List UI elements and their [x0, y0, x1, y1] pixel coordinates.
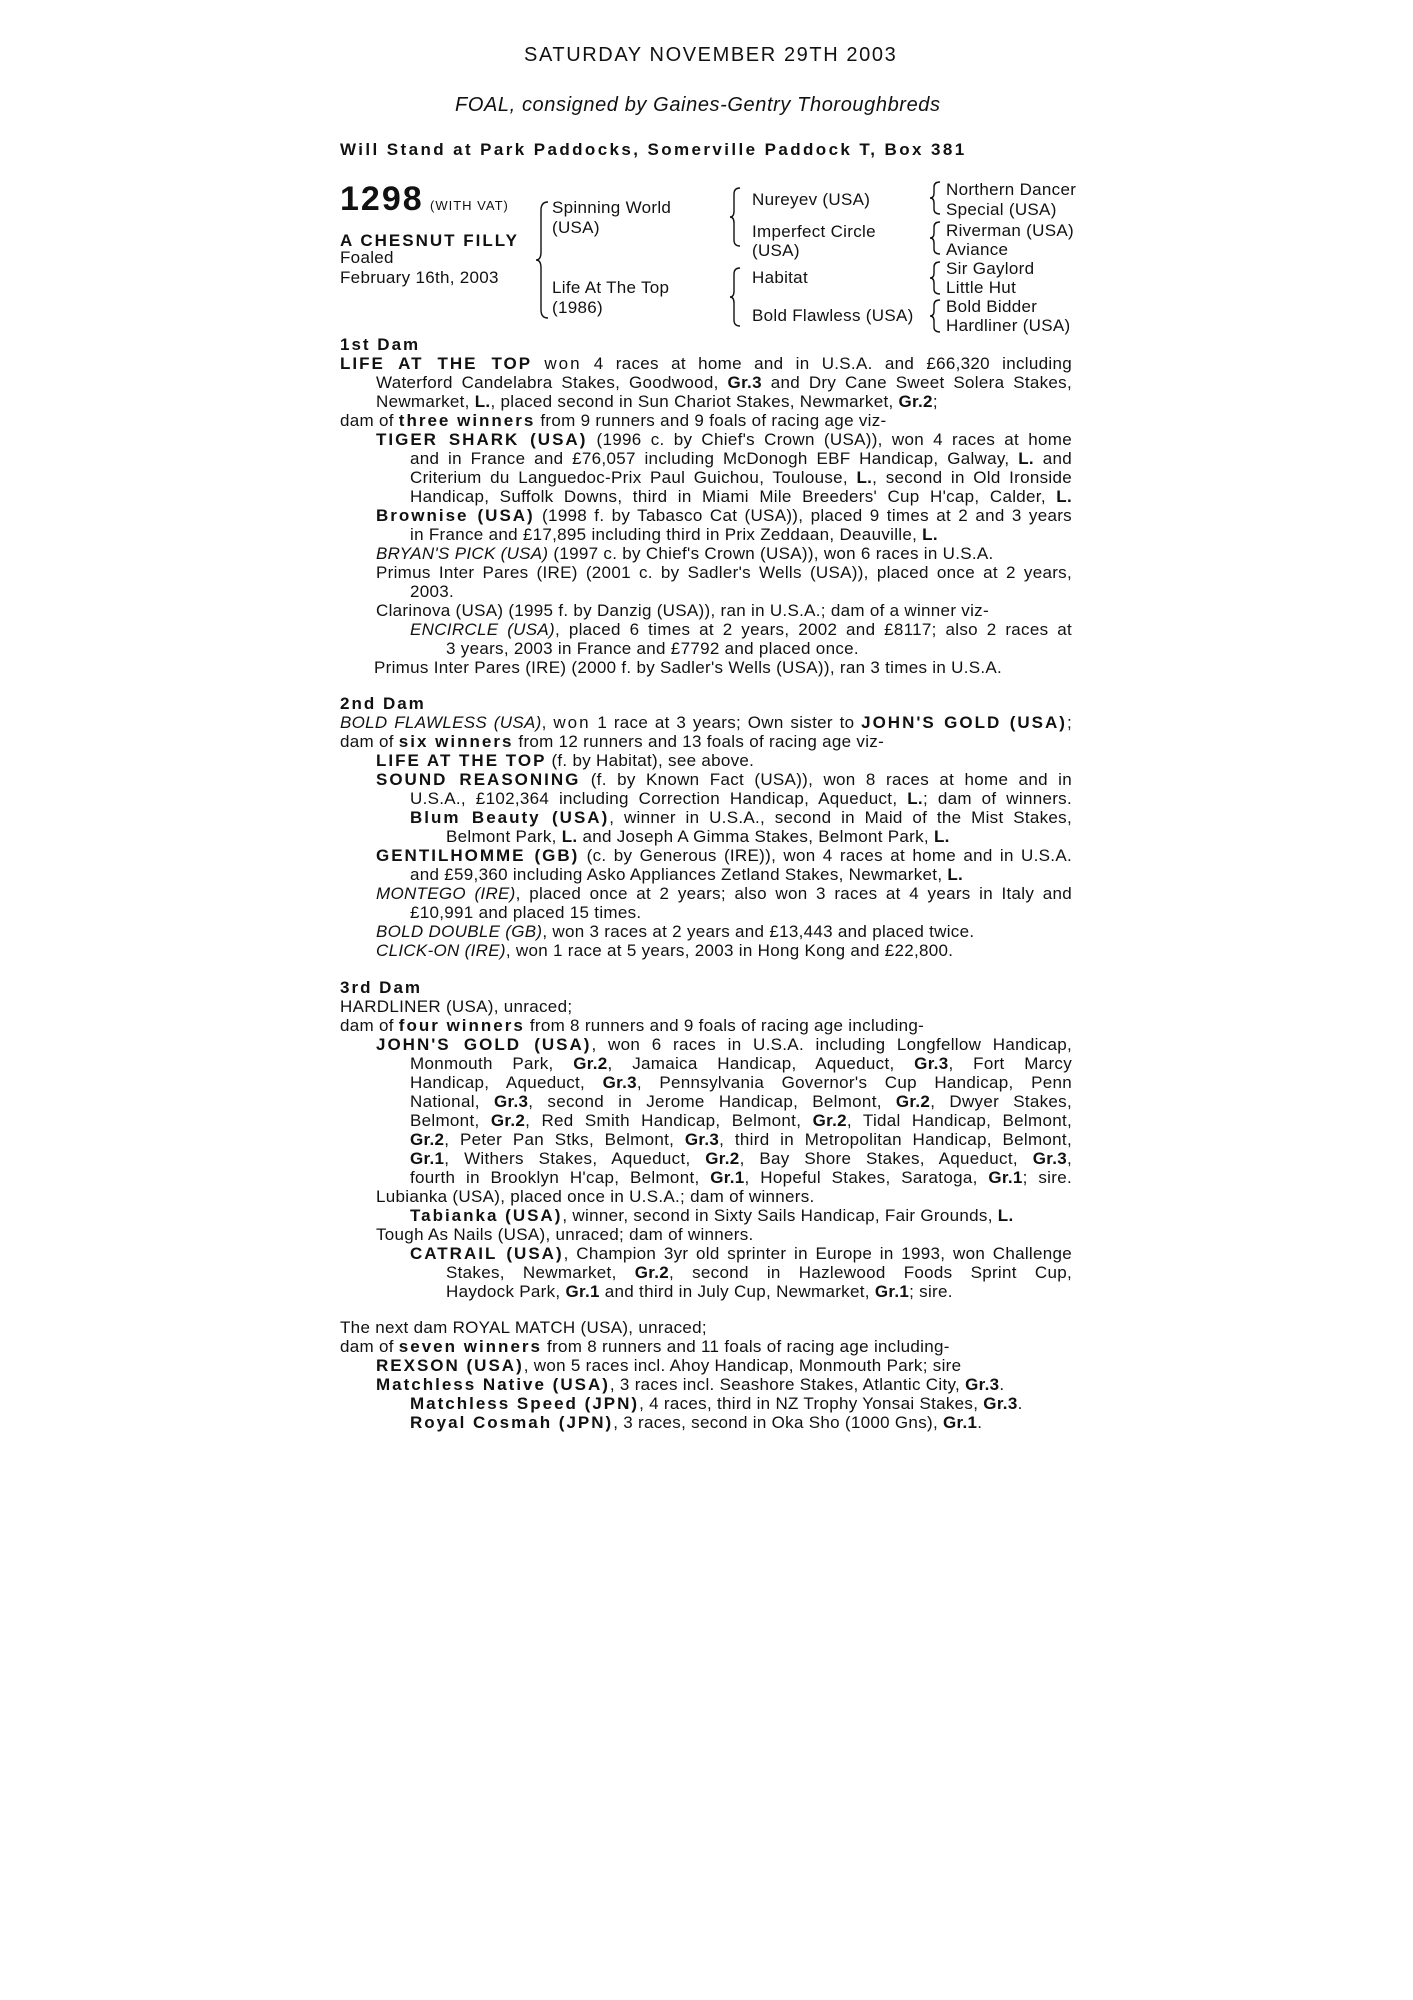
- pedigree-dam-year: (1986): [552, 298, 603, 317]
- pedigree-brace-main: [534, 200, 552, 320]
- pedigree-brace-sd: [928, 220, 942, 256]
- pedigree-dam: Life At The Top: [552, 278, 670, 297]
- produce-tough-as-nails: Tough As Nails (USA), unraced; dam of winners.: [376, 1225, 754, 1244]
- produce-rexson: REXSON (USA), won 5 races incl. Ahoy Handicap, Monmouth Park; sire: [376, 1356, 962, 1375]
- third-dam-produce-summary: dam of four winners from 8 runners and 9 foals of racing age including-: [340, 1016, 925, 1035]
- produce-royal-cosmah: Royal Cosmah (JPN), 3 races, second in Oka Sho (1000 Gns), Gr.1.: [410, 1413, 983, 1432]
- produce-clarinova: Clarinova (USA) (1995 f. by Danzig (USA)), ran in U.S.A.; dam of a winner viz-: [376, 601, 989, 620]
- second-dam-heading: 2nd Dam: [340, 694, 426, 713]
- pedigree-ssd: Special (USA): [946, 200, 1057, 219]
- produce-tiger-shark-l2: and in France and £76,057 including McDonogh EBF Handicap, Galway, L. and: [410, 449, 1072, 468]
- produce-encircle-l2: 3 years, 2003 in France and £7792 and placed once.: [446, 639, 859, 658]
- produce-primus-2001-l2: 2003.: [410, 582, 455, 601]
- produce-johns-gold: JOHN'S GOLD (USA), won 6 races in U.S.A. including Longfellow Handicap,: [376, 1035, 1072, 1054]
- produce-tiger-shark-l3: Criterium du Languedoc-Prix Paul Guichou, Toulouse, L., second in Old Ironside: [410, 468, 1072, 487]
- pedigree-dam-sire: Habitat: [752, 268, 808, 287]
- pedigree-ddd: Hardliner (USA): [946, 316, 1071, 335]
- pedigree-brace-dam: [728, 266, 742, 328]
- second-dam-produce-summary: dam of six winners from 12 runners and 13 foals of racing age viz-: [340, 732, 885, 751]
- foaled-label: Foaled: [340, 248, 394, 267]
- first-dam-produce-summary: dam of three winners from 9 runners and 9 foals of racing age viz-: [340, 411, 887, 430]
- pedigree-sire-dam-country: (USA): [752, 241, 800, 260]
- produce-bold-double: BOLD DOUBLE (GB), won 3 races at 2 years and £13,443 and placed twice.: [376, 922, 975, 941]
- produce-gentilhomme: GENTILHOMME (GB) (c. by Generous (IRE)), won 4 races at home and in U.S.A.: [376, 846, 1072, 865]
- produce-johns-gold-l3: Handicap, Aqueduct, Gr.3, Pennsylvania Governor's Cup Handicap, Penn: [410, 1073, 1072, 1092]
- first-dam-line1: LIFE AT THE TOP won 4 races at home and in U.S.A. and £66,320 including: [340, 354, 1072, 373]
- produce-primus-2001: Primus Inter Pares (IRE) (2001 c. by Sadler's Wells (USA)), placed once at 2 years,: [376, 563, 1072, 582]
- pedigree-sire: Spinning World: [552, 198, 672, 217]
- produce-montego-l2: £10,991 and placed 15 times.: [410, 903, 642, 922]
- produce-sound-reasoning-l2: U.S.A., £102,364 including Correction Handicap, Aqueduct, L.; dam of winners.: [410, 789, 1072, 808]
- produce-montego: MONTEGO (IRE), placed once at 2 years; also won 3 races at 4 years in Italy and: [376, 884, 1072, 903]
- produce-sound-reasoning: SOUND REASONING (f. by Known Fact (USA)), won 8 races at home and in: [376, 770, 1072, 789]
- sale-date: SATURDAY NOVEMBER 29TH 2003: [524, 44, 898, 66]
- first-dam-heading: 1st Dam: [340, 335, 421, 354]
- pedigree-sire-dam: Imperfect Circle: [752, 222, 876, 241]
- produce-tiger-shark: TIGER SHARK (USA) (1996 c. by Chief's Crown (USA)), won 4 races at home: [376, 430, 1072, 449]
- produce-catrail-l2: Stakes, Newmarket, Gr.2, second in Hazlewood Foods Sprint Cup,: [446, 1263, 1072, 1282]
- produce-lubianka: Lubianka (USA), placed once in U.S.A.; dam of winners.: [376, 1187, 815, 1206]
- produce-brownise-l2: in France and £17,895 including third in Prix Zeddaan, Deauville, L.: [410, 525, 938, 544]
- pedigree-sire-country: (USA): [552, 218, 600, 237]
- produce-johns-gold-l6: Gr.2, Peter Pan Stks, Belmont, Gr.3, third in Metropolitan Handicap, Belmont,: [410, 1130, 1072, 1149]
- produce-tabianka: Tabianka (USA), winner, second in Sixty Sails Handicap, Fair Grounds, L.: [410, 1206, 1014, 1225]
- pedigree-sss: Northern Dancer: [946, 180, 1077, 199]
- produce-encircle: ENCIRCLE (USA), placed 6 times at 2 years, 2002 and £8117; also 2 races at: [410, 620, 1072, 639]
- produce-johns-gold-l8: fourth in Brooklyn H'cap, Belmont, Gr.1, Hopeful Stakes, Saratoga, Gr.1; sire.: [410, 1168, 1072, 1187]
- pedigree-dam-dam: Bold Flawless (USA): [752, 306, 914, 325]
- second-dam-line1: BOLD FLAWLESS (USA), won 1 race at 3 years; Own sister to JOHN'S GOLD (USA);: [340, 713, 1072, 732]
- pedigree-dsd: Little Hut: [946, 278, 1017, 297]
- pedigree-sds: Riverman (USA): [946, 221, 1074, 240]
- produce-catrail: CATRAIL (USA), Champion 3yr old sprinter in Europe in 1993, won Challenge: [410, 1244, 1072, 1263]
- pedigree-brace-dd: [928, 298, 942, 334]
- produce-blum-beauty-l2: Belmont Park, L. and Joseph A Gimma Stakes, Belmont Park, L.: [446, 827, 950, 846]
- produce-johns-gold-l7: Gr.1, Withers Stakes, Aqueduct, Gr.2, Bay Shore Stakes, Aqueduct, Gr.3,: [410, 1149, 1072, 1168]
- stand-location: Will Stand at Park Paddocks, Somerville Paddock T, Box 381: [340, 140, 967, 159]
- produce-matchless-native: Matchless Native (USA), 3 races incl. Seashore Stakes, Atlantic City, Gr.3.: [376, 1375, 1005, 1394]
- pedigree-brace-sire: [728, 186, 742, 248]
- pedigree-dds: Bold Bidder: [946, 297, 1038, 316]
- third-dam-heading: 3rd Dam: [340, 978, 423, 997]
- consignor-line: FOAL, consigned by Gaines-Gentry Thoroughbreds: [455, 94, 941, 116]
- next-dam-produce-summary: dam of seven winners from 8 runners and 11 foals of racing age including-: [340, 1337, 950, 1356]
- produce-gentilhomme-l2: and £59,360 including Asko Appliances Zetland Stakes, Newmarket, L.: [410, 865, 964, 884]
- lot-number: 1298: [340, 180, 424, 218]
- produce-johns-gold-l4: National, Gr.3, second in Jerome Handicap, Belmont, Gr.2, Dwyer Stakes,: [410, 1092, 1072, 1111]
- pedigree-brace-ds: [928, 260, 942, 296]
- pedigree-dss: Sir Gaylord: [946, 259, 1035, 278]
- produce-catrail-l3: Haydock Park, Gr.1 and third in July Cup, Newmarket, Gr.1; sire.: [446, 1282, 953, 1301]
- foaled-date: February 16th, 2003: [340, 268, 499, 287]
- produce-tiger-shark-l4: Handicap, Suffolk Downs, third in Miami Mile Breeders' Cup H'cap, Calder, L.: [410, 487, 1072, 506]
- produce-primus-2000: Primus Inter Pares (IRE) (2000 f. by Sadler's Wells (USA)), ran 3 times in U.S.A.: [374, 658, 1003, 677]
- produce-bryans-pick: BRYAN'S PICK (USA) (1997 c. by Chief's Crown (USA)), won 6 races in U.S.A.: [376, 544, 994, 563]
- pedigree-sdd: Aviance: [946, 240, 1009, 259]
- lot-description: A CHESNUT FILLY: [340, 231, 519, 250]
- produce-life-at-the-top: LIFE AT THE TOP (f. by Habitat), see above.: [376, 751, 755, 770]
- produce-brownise: Brownise (USA) (1998 f. by Tabasco Cat (USA)), placed 9 times at 2 and 3 years: [376, 506, 1072, 525]
- produce-blum-beauty: Blum Beauty (USA), winner in U.S.A., second in Maid of the Mist Stakes,: [410, 808, 1072, 827]
- first-dam-line2: Waterford Candelabra Stakes, Goodwood, Gr.3 and Dry Cane Sweet Solera Stakes,: [376, 373, 1072, 392]
- next-dam-line: The next dam ROYAL MATCH (USA), unraced;: [340, 1318, 707, 1337]
- produce-johns-gold-l5: Belmont, Gr.2, Red Smith Handicap, Belmont, Gr.2, Tidal Handicap, Belmont,: [410, 1111, 1072, 1130]
- produce-matchless-speed: Matchless Speed (JPN), 4 races, third in NZ Trophy Yonsai Stakes, Gr.3.: [410, 1394, 1023, 1413]
- first-dam-line3: Newmarket, L., placed second in Sun Chariot Stakes, Newmarket, Gr.2;: [376, 392, 938, 411]
- pedigree-brace-ss: [928, 180, 942, 216]
- vat-label: (WITH VAT): [430, 198, 509, 213]
- third-dam-name: HARDLINER (USA), unraced;: [340, 997, 573, 1016]
- produce-click-on: CLICK-ON (IRE), won 1 race at 5 years, 2003 in Hong Kong and £22,800.: [376, 941, 954, 960]
- pedigree-sire-sire: Nureyev (USA): [752, 190, 871, 209]
- produce-johns-gold-l2: Monmouth Park, Gr.2, Jamaica Handicap, Aqueduct, Gr.3, Fort Marcy: [410, 1054, 1072, 1073]
